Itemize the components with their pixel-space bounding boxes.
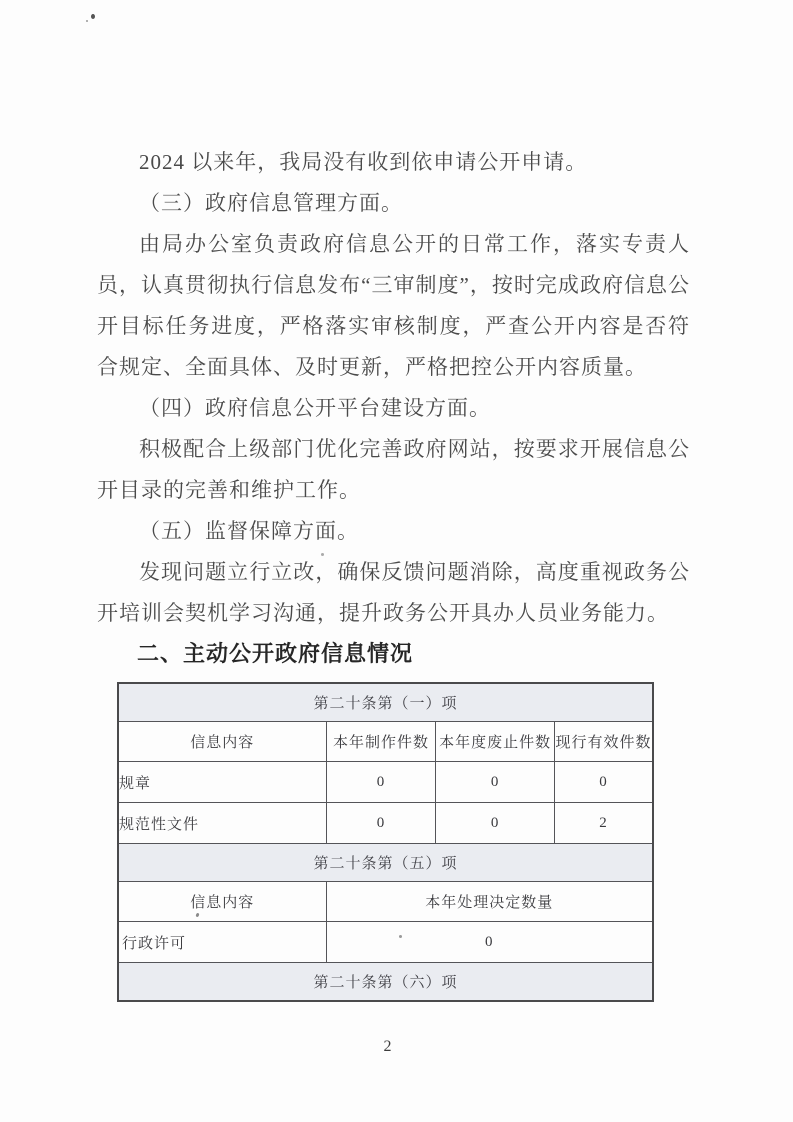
heading-item4: （四）政府信息公开平台建设方面。 bbox=[139, 396, 491, 420]
column-header-made: 本年制作件数 bbox=[326, 722, 436, 762]
band-article20-item6: 第二十条第（六）项 bbox=[118, 963, 653, 1002]
page-number: 2 bbox=[383, 1038, 392, 1055]
column-header-repealed: 本年度废止件数 bbox=[436, 722, 555, 762]
column-header-decisions: 本年处理决定数量 bbox=[326, 882, 653, 922]
document-body bbox=[97, 142, 690, 1002]
table-row bbox=[118, 762, 653, 803]
scan-speck bbox=[91, 14, 95, 19]
column-header-valid: 现行有效件数 bbox=[555, 722, 653, 762]
heading-item5: （五）监督保障方面。 bbox=[139, 519, 359, 543]
table-cell: 0 bbox=[326, 762, 436, 803]
table-cell: 2 bbox=[555, 803, 653, 844]
band-article20-item5: 第二十条第（五）项 bbox=[118, 844, 653, 882]
column-header-content: 信息内容 bbox=[118, 722, 326, 762]
table-cell: 0 bbox=[555, 762, 653, 803]
paragraph-item3: 由局办公室负责政府信息公开的日常工作，落实专责人员，认真贯彻执行信息发布“三审制度”，按时完成政府信息公开目标任务进度，严格落实审核制度，严查公开内容是否符合规定、全面具体、及时更新，严格把控公开内容质量。 bbox=[97, 232, 690, 379]
table-row bbox=[118, 844, 653, 882]
table-cell: 0 bbox=[436, 803, 555, 844]
heading-item3: （三）政府信息管理方面。 bbox=[139, 191, 403, 215]
scan-speck bbox=[86, 20, 88, 22]
table-cell: 0 bbox=[326, 803, 436, 844]
paragraph-intro: 2024 以来年，我局没有收到依申请公开申请。 bbox=[139, 150, 588, 174]
table-row bbox=[118, 722, 653, 762]
table-cell: 0 bbox=[436, 762, 555, 803]
disclosure-table bbox=[117, 682, 654, 1002]
column-header-content2: 信息内容 bbox=[118, 882, 326, 922]
paragraph-item5: 发现问题立行立改，确保反馈问题消除，高度重视政务公开培训会契机学习沟通，提升政务公开具办人员业务能力。 bbox=[97, 560, 690, 625]
row-label-normative-docs: 规范性文件 bbox=[118, 803, 326, 844]
table-row bbox=[118, 803, 653, 844]
paragraph-item4: 积极配合上级部门优化完善政府网站，按要求开展信息公开目录的完善和维护工作。 bbox=[97, 437, 690, 502]
row-label-rules: 规章 bbox=[118, 762, 326, 803]
row-label-admin-license: 行政许可 bbox=[118, 922, 326, 963]
table-cell: 0 bbox=[326, 922, 653, 963]
table-row bbox=[118, 922, 653, 963]
section2-title: 二、主动公开政府信息情况 bbox=[137, 642, 414, 667]
table-row bbox=[118, 683, 653, 722]
table-row bbox=[118, 882, 653, 922]
band-article20-item1: 第二十条第（一）项 bbox=[118, 683, 653, 722]
table-row bbox=[118, 963, 653, 1002]
